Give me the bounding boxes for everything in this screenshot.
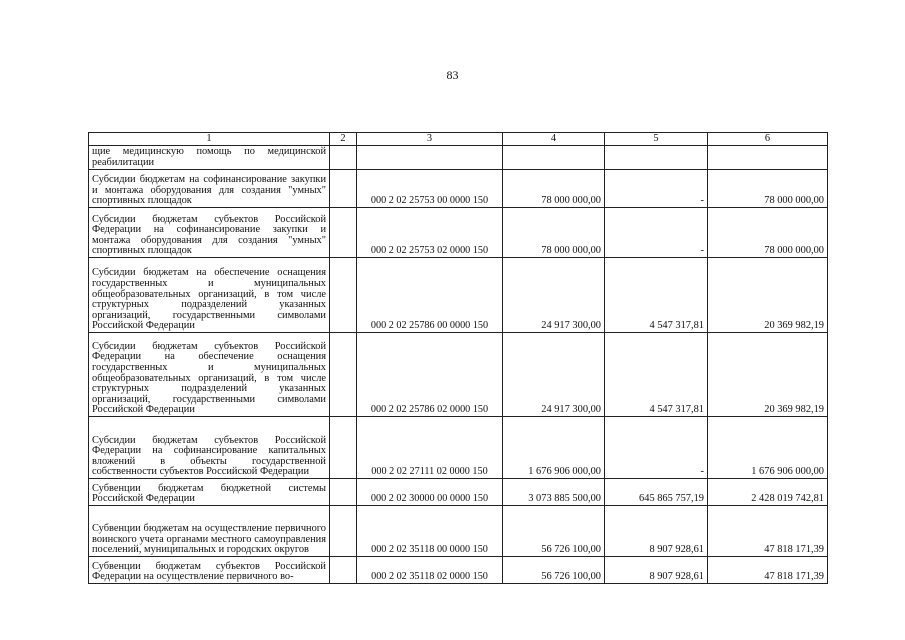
row-code: 000 2 02 25753 00 0000 150	[357, 170, 503, 208]
row-code: 000 2 02 35118 02 0000 150	[357, 557, 503, 584]
table-header	[89, 133, 828, 146]
row-value-5: -	[605, 208, 708, 258]
row-value-6: 47 818 171,39	[708, 557, 828, 584]
row-col2	[330, 208, 357, 258]
row-value-5: 645 865 757,19	[605, 479, 708, 506]
row-code: 000 2 02 27111 02 0000 150	[357, 417, 503, 479]
row-value-5: 8 907 928,61	[605, 506, 708, 557]
row-code: 000 2 02 25786 00 0000 150	[357, 258, 503, 333]
row-value-5	[605, 146, 708, 170]
table-body	[89, 146, 828, 584]
table-row	[89, 506, 828, 557]
table-row	[89, 557, 828, 584]
row-value-4: 3 073 885 500,00	[503, 479, 605, 506]
row-value-4: 1 676 906 000,00	[503, 417, 605, 479]
row-name: Субвенции бюджетам бюджетной системы Российской Федерации	[89, 479, 330, 506]
table-row	[89, 170, 828, 208]
column-header-4: 4	[503, 133, 605, 146]
table-row	[89, 479, 828, 506]
row-col2	[330, 258, 357, 333]
row-value-6: 47 818 171,39	[708, 506, 828, 557]
table-row	[89, 333, 828, 417]
row-value-6: 78 000 000,00	[708, 208, 828, 258]
row-value-4: 56 726 100,00	[503, 506, 605, 557]
column-header-5: 5	[605, 133, 708, 146]
row-value-4: 24 917 300,00	[503, 258, 605, 333]
row-value-6: 20 369 982,19	[708, 333, 828, 417]
row-col2	[330, 146, 357, 170]
row-name: Субвенции бюджетам субъектов Российской Федерации на осуществление первичного во-	[89, 557, 330, 584]
row-name: щие медицинскую помощь по медицинской реабилитации	[89, 146, 330, 170]
row-value-4: 24 917 300,00	[503, 333, 605, 417]
row-value-6: 2 428 019 742,81	[708, 479, 828, 506]
row-value-5: 4 547 317,81	[605, 258, 708, 333]
row-name: Субвенции бюджетам на осуществление первичного воинского учета органами местного самоуправления поселений, муниципальных и городских округов	[89, 506, 330, 557]
row-col2	[330, 333, 357, 417]
row-value-4: 56 726 100,00	[503, 557, 605, 584]
row-col2	[330, 557, 357, 584]
row-code	[357, 146, 503, 170]
row-value-4	[503, 146, 605, 170]
row-col2	[330, 417, 357, 479]
row-value-5: 8 907 928,61	[605, 557, 708, 584]
row-name: Субсидии бюджетам субъектов Российской Федерации на софинансирование капитальных вложений в объекты государственной собственности субъектов Российской Федерации	[89, 417, 330, 479]
table-row	[89, 258, 828, 333]
table-row	[89, 208, 828, 258]
column-header-3: 3	[357, 133, 503, 146]
row-col2	[330, 170, 357, 208]
column-header-2: 2	[330, 133, 357, 146]
budget-table	[88, 132, 828, 584]
row-name: Субсидии бюджетам субъектов Российской Федерации на софинансирование закупки и монтажа оборудования для создания "умных" спортивных площадок	[89, 208, 330, 258]
row-value-4: 78 000 000,00	[503, 208, 605, 258]
row-col2	[330, 506, 357, 557]
row-value-6: 20 369 982,19	[708, 258, 828, 333]
table-row	[89, 146, 828, 170]
row-value-6: 1 676 906 000,00	[708, 417, 828, 479]
row-code: 000 2 02 35118 00 0000 150	[357, 506, 503, 557]
row-value-4: 78 000 000,00	[503, 170, 605, 208]
page-number: 83	[446, 68, 459, 82]
header-row	[89, 133, 828, 146]
row-name: Субсидии бюджетам на софинансирование закупки и монтажа оборудования для создания "умных" спортивных площадок	[89, 170, 330, 208]
row-value-6	[708, 146, 828, 170]
row-code: 000 2 02 25753 02 0000 150	[357, 208, 503, 258]
column-header-6: 6	[708, 133, 828, 146]
row-value-5: -	[605, 170, 708, 208]
row-value-5: -	[605, 417, 708, 479]
row-value-6: 78 000 000,00	[708, 170, 828, 208]
row-col2	[330, 479, 357, 506]
row-name: Субсидии бюджетам субъектов Российской Федерации на обеспечение оснащения государственных и муниципальных общеобразовательных организаций, в том числе структурных подразделений указанных организаций, государственными символами Российской Федерации	[89, 333, 330, 417]
column-header-1: 1	[89, 133, 330, 146]
row-name: Субсидии бюджетам на обеспечение оснащения государственных и муниципальных общеобразовательных организаций, в том числе структурных подразделений указанных организаций, государственными символами Российской Федерации	[89, 258, 330, 333]
row-code: 000 2 02 25786 02 0000 150	[357, 333, 503, 417]
row-value-5: 4 547 317,81	[605, 333, 708, 417]
row-code: 000 2 02 30000 00 0000 150	[357, 479, 503, 506]
table-row	[89, 417, 828, 479]
